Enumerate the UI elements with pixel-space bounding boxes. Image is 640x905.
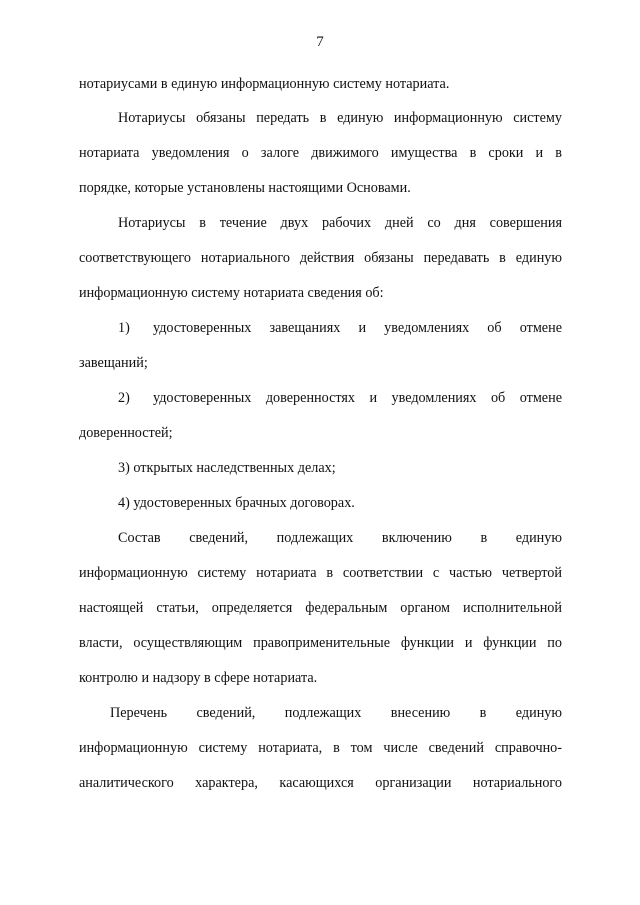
paragraph-notary-obligation-pledge xyxy=(79,101,562,206)
list-item xyxy=(79,381,562,451)
paragraph-list-of-information xyxy=(79,696,562,801)
list-item-number: 2) xyxy=(118,390,130,406)
paragraph-notary-obligation-info xyxy=(79,206,562,311)
word: нотариального xyxy=(472,775,562,791)
word: организации xyxy=(375,775,452,791)
text-line: Нотариусы в течение двух рабочих дней со дня совершения xyxy=(118,215,562,231)
text-line: контролю и надзору в сфере нотариата. xyxy=(79,670,318,686)
text-line: нотариусами в единую информационную систему нотариата. xyxy=(79,76,450,92)
page-number: 7 xyxy=(316,34,324,50)
text-line xyxy=(79,381,562,416)
text-line: настоящей статьи, определяется федеральным органом исполнительной xyxy=(79,600,562,616)
text-line xyxy=(79,521,562,556)
word: включению xyxy=(381,530,452,546)
paragraph-composition-of-information xyxy=(79,521,562,696)
text-line: власти, осуществляющим правоприменительные функции и функции по xyxy=(79,635,562,651)
word: в xyxy=(480,530,488,546)
text-line: порядке, которые установлены настоящими Основами. xyxy=(79,180,411,196)
word: подлежащих xyxy=(276,530,354,546)
word: сведений, xyxy=(189,530,249,546)
text-line: информационную систему нотариата, в том числе сведений справочно- xyxy=(79,740,562,756)
text-line: нотариата уведомления о залоге движимого имущества в сроки и в xyxy=(79,145,562,161)
word: подлежащих xyxy=(284,705,362,721)
word: касающихся xyxy=(279,775,354,791)
text-line: информационную систему нотариата в соответствии с частью четвертой xyxy=(79,565,562,581)
word: характера, xyxy=(195,775,258,791)
list-item-number: 1) xyxy=(118,320,130,336)
text-line: соответствующего нотариального действия обязаны передавать в единую xyxy=(79,250,562,266)
list-item xyxy=(79,311,562,381)
paragraph-continuation xyxy=(79,67,562,102)
list-item-text: удостоверенных доверенностях и уведомлениях об отмене xyxy=(153,390,562,406)
text-line xyxy=(79,311,562,346)
word: Перечень xyxy=(110,705,168,721)
text-line xyxy=(79,696,562,731)
word: аналитического xyxy=(79,775,174,791)
text-line: 3) открытых наследственных делах; xyxy=(118,460,336,476)
list-item xyxy=(79,451,562,486)
list-item xyxy=(79,486,562,521)
list-item-text: удостоверенных завещаниях и уведомлениях об отмене xyxy=(153,320,562,336)
text-line: информационную систему нотариата сведения об: xyxy=(79,285,384,301)
word: Состав xyxy=(118,530,161,546)
text-line: 4) удостоверенных брачных договорах. xyxy=(118,495,355,511)
word: единую xyxy=(515,705,562,721)
text-line: завещаний; xyxy=(79,355,148,371)
word: в xyxy=(479,705,487,721)
text-line: доверенностей; xyxy=(79,425,173,441)
word: единую xyxy=(515,530,562,546)
text-line xyxy=(79,766,562,801)
word: внесению xyxy=(390,705,451,721)
word: сведений, xyxy=(196,705,256,721)
text-line: Нотариусы обязаны передать в единую информационную систему xyxy=(118,110,562,126)
